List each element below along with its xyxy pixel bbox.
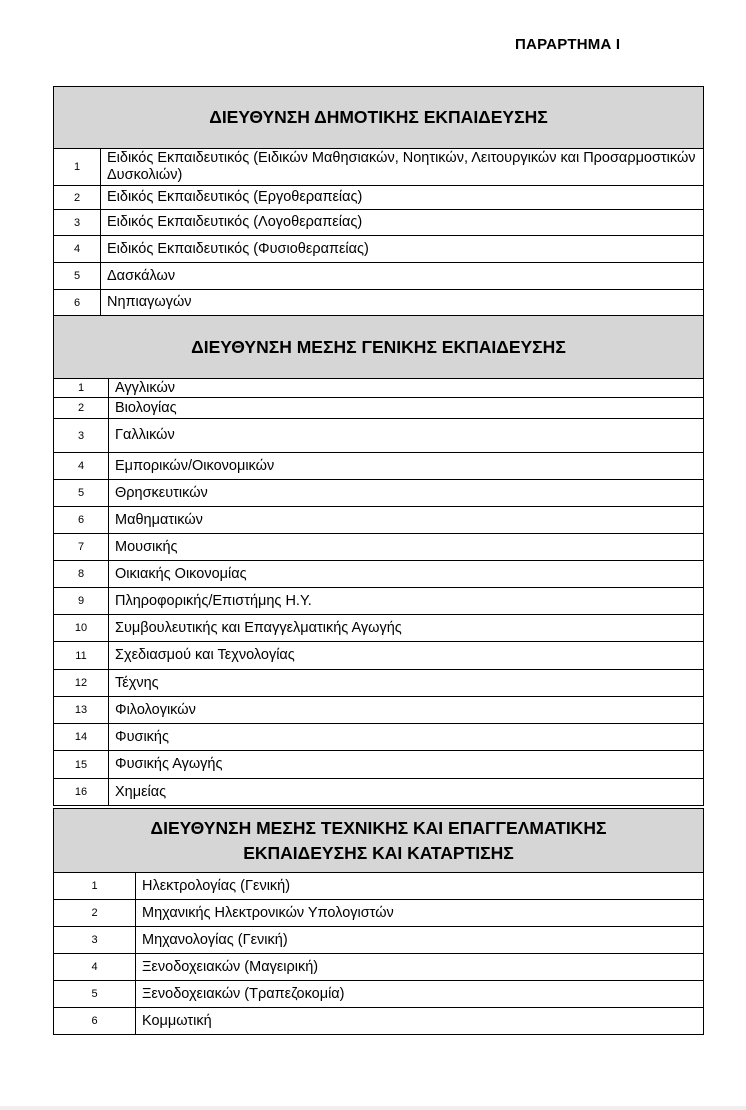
row-number: 9 — [54, 588, 109, 615]
section-title-line-1: ΔΙΕΥΘΥΝΣΗ ΜΕΣΗΣ ΤΕΧΝΙΚΗΣ ΚΑΙ ΕΠΑΓΓΕΛΜΑΤΙΚΗΣ — [150, 817, 607, 838]
row-number: 11 — [54, 642, 109, 670]
row-label: Τέχνης — [109, 670, 704, 697]
row-label: Ξενοδοχειακών (Τραπεζοκομία) — [136, 981, 704, 1008]
row-number: 5 — [54, 263, 101, 290]
row-label: Γαλλικών — [109, 419, 704, 453]
row-label: Εμπορικών/Οικονομικών — [109, 453, 704, 480]
section-title — [54, 809, 704, 873]
row-number: 2 — [54, 900, 136, 927]
row-number: 6 — [54, 507, 109, 534]
row-label: Ειδικός Εκπαιδευτικός (Λογοθεραπείας) — [101, 210, 704, 236]
row-label: Δασκάλων — [101, 263, 704, 290]
row-number: 8 — [54, 561, 109, 588]
row-number: 13 — [54, 697, 109, 724]
row-number: 7 — [54, 534, 109, 561]
row-number: 4 — [54, 236, 101, 263]
section-title: ΔΙΕΥΘΥΝΣΗ ΔΗΜΟΤΙΚΗΣ ΕΚΠΑΙΔΕΥΣΗΣ — [54, 87, 704, 149]
row-label: Θρησκευτικών — [109, 480, 704, 507]
row-number: 15 — [54, 751, 109, 779]
row-number: 3 — [54, 419, 109, 453]
row-label: Μηχανολογίας (Γενική) — [136, 927, 704, 954]
row-number: 4 — [54, 954, 136, 981]
row-label: Συμβουλευτικής και Επαγγελματικής Αγωγής — [109, 615, 704, 642]
annex-title: ΠΑΡΑΡΤΗΜΑ Ι — [515, 36, 621, 53]
row-label: Μουσικής — [109, 534, 704, 561]
section-primary-education — [53, 86, 704, 316]
row-number: 1 — [54, 149, 101, 186]
row-label: Σχεδιασμού και Τεχνολογίας — [109, 642, 704, 670]
row-number: 16 — [54, 779, 109, 806]
row-number: 5 — [54, 480, 109, 507]
page-bottom-edge — [0, 1106, 746, 1110]
row-label: Ειδικός Εκπαιδευτικός (Φυσιοθεραπείας) — [101, 236, 704, 263]
row-number: 1 — [54, 379, 109, 398]
row-label: Πληροφορικής/Επιστήμης Η.Υ. — [109, 588, 704, 615]
row-number: 4 — [54, 453, 109, 480]
row-label: Φιλολογικών — [109, 697, 704, 724]
row-number: 3 — [54, 210, 101, 236]
row-label: Αγγλικών — [109, 379, 704, 398]
row-number: 1 — [54, 873, 136, 900]
row-label: Μηχανικής Ηλεκτρονικών Υπολογιστών — [136, 900, 704, 927]
row-label: Ξενοδοχειακών (Μαγειρική) — [136, 954, 704, 981]
row-label: Κομμωτική — [136, 1008, 704, 1035]
row-label: Ηλεκτρολογίας (Γενική) — [136, 873, 704, 900]
row-number: 2 — [54, 398, 109, 419]
row-label: Μαθηματικών — [109, 507, 704, 534]
row-label: Χημείας — [109, 779, 704, 806]
section-technical-vocational-education — [53, 808, 704, 1035]
row-number: 6 — [54, 290, 101, 316]
row-number: 6 — [54, 1008, 136, 1035]
row-label: Φυσικής Αγωγής — [109, 751, 704, 779]
row-number: 5 — [54, 981, 136, 1008]
row-number: 2 — [54, 186, 101, 210]
row-number: 3 — [54, 927, 136, 954]
row-label: Βιολογίας — [109, 398, 704, 419]
row-number: 12 — [54, 670, 109, 697]
row-number: 10 — [54, 615, 109, 642]
row-label: Ειδικός Εκπαιδευτικός (Ειδικών Μαθησιακών, Νοητικών, Λειτουργικών και Προσαρμοστικών Δυσκολιών) — [101, 149, 704, 186]
row-label: Οικιακής Οικονομίας — [109, 561, 704, 588]
row-label: Φυσικής — [109, 724, 704, 751]
section-secondary-general-education — [53, 315, 704, 806]
section-title-line-2: ΕΚΠΑΙΔΕΥΣΗΣ ΚΑΙ ΚΑΤΑΡΤΙΣΗΣ — [243, 842, 514, 863]
row-label: Ειδικός Εκπαιδευτικός (Εργοθεραπείας) — [101, 186, 704, 210]
row-label: Νηπιαγωγών — [101, 290, 704, 316]
section-title: ΔΙΕΥΘΥΝΣΗ ΜΕΣΗΣ ΓΕΝΙΚΗΣ ΕΚΠΑΙΔΕΥΣΗΣ — [54, 316, 704, 379]
row-number: 14 — [54, 724, 109, 751]
